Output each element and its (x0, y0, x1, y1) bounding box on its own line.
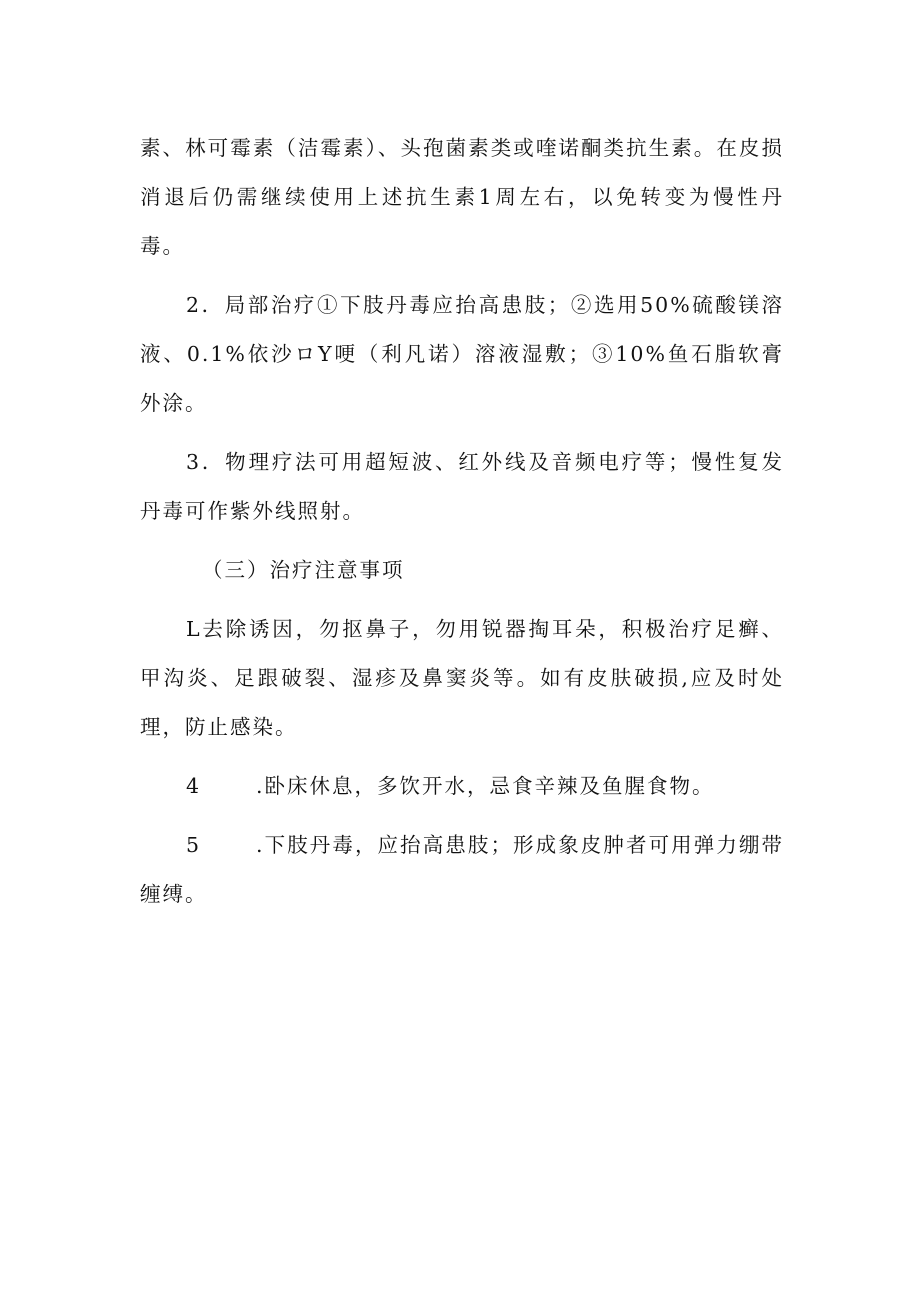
paragraph-physical-therapy: 3．物理疗法可用超短波、红外线及音频电疗等；慢性复发丹毒可作紫外线照射。 (140, 450, 784, 523)
numbered-item-bed-rest (140, 762, 784, 811)
item-text: .卧床休息，多饮开水，忌食辛辣及鱼腥食物。 (256, 774, 715, 798)
paragraph-local-treatment: 2．局部治疗①下肢丹毒应抬高患肢；②选用50%硫酸镁溶液、0.1%依沙ロY哽（利凡诺）溶液湿敷；③10%鱼石脂软膏外涂。 (140, 293, 784, 415)
item-text: .下肢丹毒，应抬高患肢；形成象皮肿者可用弹力绷带缠缚。 (140, 833, 784, 906)
section-heading-precautions: （三）治疗注意事项 (202, 558, 405, 582)
item-number: 5 (186, 833, 202, 857)
paragraph-remove-causes: L去除诱因，勿抠鼻子，勿用锐器掏耳朵，积极治疗足癣、甲沟炎、足跟破裂、湿疹及鼻窦炎等。如有皮肤破损,应及时处理，防止感染。 (140, 617, 784, 739)
numbered-item-elevate-limb (140, 821, 784, 919)
paragraph-antibiotics-continued: 素、林可霉素（洁霉素）、头孢菌素类或喹诺酮类抗生素。在皮损消退后仍需继续使用上述抗生素1周左右，以免转变为慢性丹毒。 (140, 136, 784, 258)
document-body (140, 124, 784, 929)
item-number: 4 (186, 774, 202, 798)
